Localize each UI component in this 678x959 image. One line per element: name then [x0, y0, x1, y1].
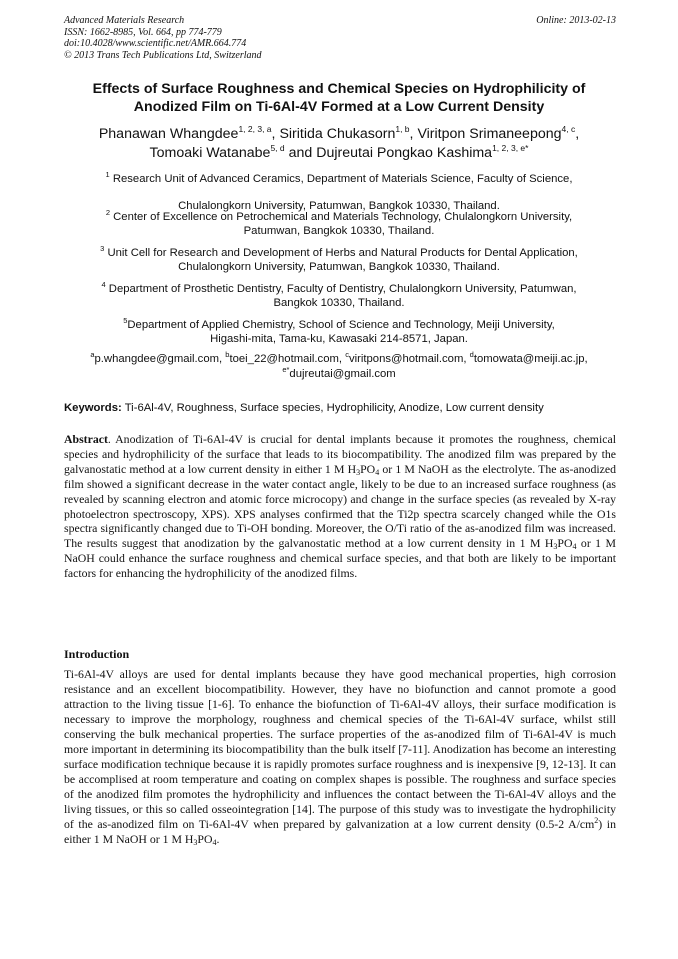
author-list	[60, 125, 618, 162]
affiliation-line: Patumwan, Bangkok 10330, Thailand.	[243, 225, 435, 237]
introduction-paragraph	[64, 667, 616, 847]
section-heading-introduction: Introduction	[64, 647, 130, 661]
keywords-label: Keywords:	[64, 402, 122, 414]
affiliation-number: 4	[101, 280, 106, 289]
journal-header	[64, 15, 616, 61]
author-affiliation-marker: 1, b	[395, 124, 410, 134]
affiliation	[60, 210, 618, 238]
author-separator: ,	[409, 126, 418, 142]
abstract-text: or 1 M NaOH as the electrolyte. The as-anodized film showed a significant decrease in the water contact angle, likely to be due to an increased surface roughness (as revealed by scanning electron and atomic force microcopy) and change in the surface species (as revealed by X-ray photoelectron spectroscopy, XPS). XPS analyses confirmed that the Ti2p spectra scarcely changed while the O1s spectra significantly changed due to Ti-OH bonding. Moreover, the O/Ti ratio of the as-anodized film was increased. The results suggest that anodization by the galvanostatic method at a low current density in 1 M H	[64, 461, 616, 551]
email-link[interactable]: toei_22@hotmail.com,	[229, 353, 346, 365]
author-name: Phanawan Whangdee	[98, 126, 239, 142]
email-tag: e*	[282, 364, 290, 374]
intro-text: ) in either 1 M NaOH or 1 M H	[64, 817, 616, 846]
author-separator: ,	[271, 126, 280, 142]
email-tag: c	[345, 350, 349, 359]
affiliation-line: Bangkok 10330, Thailand.	[273, 297, 405, 309]
author-name: Dujreutai Pongkao Kashima	[316, 144, 493, 161]
journal-issn: ISSN: 1662-8985, Vol. 664, pp 774-779	[64, 26, 222, 38]
affiliation-number: 3	[100, 244, 105, 253]
affiliation	[60, 246, 618, 274]
author-affiliation-marker: 5, d	[270, 142, 285, 153]
author-affiliation-marker: 1, 2, 3, a	[238, 124, 272, 134]
keywords	[64, 402, 616, 414]
affiliation-line: Research Unit of Advanced Ceramics, Department of Materials Science, Faculty of Science,	[112, 173, 573, 185]
intro-text: Ti-6Al-4V alloys are used for dental implants because they have good mechanical properties, high corrosion resistance and an excellent biocompatibility. However, they have no biofunction and cannot promote a good attraction to the living tissue [1-6]. To enhance the biofunction of Ti-6Al-4V alloys, their surface modification is necessary to improve the morphology, roughness and chemical species of the Ti-6Al-4V surface, whilst still conserving the bulk mechanical properties. The surface properties of the as-anodized film of Ti-6Al-4V is much more important in determining its biocompatibility than the bulk itself [7-11]. Anodization has become an interesting surface modification technique because it is rapidly promotes surface roughness and is inexpensive [9, 12-13]. It can be accomplised at room temperature and coating on complex shapes is possible. The roughness and surface species of the anodized film promotes the hydrophilicity and influences the contact between the Ti-6Al-4V alloys and the living tissues, or this so called osseointegration [14]. The purpose of this study was to investigate the hydrophilicity of the as-anodized film on Ti-6Al-4V when prepared by galvanization at a low current density (0.5-2 A/cm	[64, 667, 616, 831]
subscript: 4	[572, 542, 577, 552]
affiliation-number: 5	[123, 316, 128, 325]
intro-text: .	[216, 832, 220, 846]
email-link[interactable]: viritpons@hotmail.com,	[348, 353, 470, 365]
affiliation	[60, 318, 618, 346]
email-link[interactable]: p.whangdee@gmail.com,	[94, 353, 226, 365]
abstract-text: PO	[360, 461, 376, 476]
author-affiliation-marker: 1, 2, 3, e*	[492, 142, 529, 153]
email-tag: d	[469, 350, 474, 359]
title-line-1: Effects of Surface Roughness and Chemical Species on Hydrophilicity of	[92, 81, 586, 97]
subscript: 3	[553, 542, 558, 552]
subscript: 4	[212, 838, 217, 847]
email-tag: b	[225, 350, 230, 359]
author-name: Tomoaki Watanabe	[149, 144, 271, 161]
author-name: Siritida Chukasorn	[279, 126, 396, 142]
affiliation-line: Higashi-mita, Tama-ku, Kawasaki 214-8571, Japan.	[210, 333, 468, 345]
author-name: Viritpon Srimaneepong	[417, 126, 562, 142]
subscript: 3	[193, 838, 198, 847]
journal-copyright: © 2013 Trans Tech Publications Ltd, Switzerland	[64, 49, 262, 61]
journal-doi: doi:10.4028/www.scientific.net/AMR.664.774	[64, 38, 247, 50]
affiliation-number: 1	[105, 170, 110, 179]
email-link[interactable]: dujreutai@gmail.com	[289, 367, 396, 380]
superscript: 2	[594, 816, 599, 825]
journal-name: Advanced Materials Research	[64, 15, 185, 26]
affiliation	[60, 282, 618, 310]
subscript: 3	[356, 467, 361, 477]
author-emails	[60, 352, 618, 381]
title-line-2: Anodized Film on Ti-6Al-4V Formed at a Low Current Density	[133, 99, 545, 115]
email-link[interactable]: tomowata@meiji.ac.jp,	[473, 353, 588, 365]
abstract-label: Abstract	[64, 432, 108, 446]
affiliation-line: Department of Prosthetic Dentistry, Faculty of Dentistry, Chulalongkorn University, Patumwan,	[108, 283, 577, 295]
abstract-text: or 1 M NaOH could enhance the surface roughness and chemical surface species, and that both are likely to be important factors for enhancing the hydrophilicity of the anodized films.	[64, 536, 617, 581]
abstract-text: . Anodization of Ti-6Al-4V is crucial for dental implants because it promotes the roughness, chemical species and hydrophilicity of the surface that leads to its biocompatibility. The anodized film was prepared by the galvanostatic method at a low current density in either 1 M H	[64, 432, 616, 476]
affiliation-line: Unit Cell for Research and Development of Herbs and Natural Products for Dental Application,	[107, 247, 578, 259]
affiliation-line: Chulalongkorn University, Patumwan, Bangkok 10330, Thailand.	[178, 200, 500, 212]
paper-title	[60, 80, 618, 116]
author-separator: and	[284, 144, 317, 161]
author-affiliation-marker: 4, c	[561, 124, 576, 134]
affiliation-line: Department of Applied Chemistry, School of Science and Technology, Meiji University,	[127, 319, 555, 331]
abstract-text: PO	[557, 536, 573, 551]
intro-text: PO	[197, 832, 213, 846]
affiliation-number: 2	[105, 208, 110, 217]
author-separator: ,	[575, 126, 580, 142]
keywords-text: Ti-6Al-4V, Roughness, Surface species, Hydrophilicity, Anodize, Low current density	[121, 402, 544, 414]
affiliation-line: Chulalongkorn University, Patumwan, Bangkok 10330, Thailand.	[178, 261, 500, 273]
email-tag: a	[90, 350, 95, 359]
online-date: Online: 2013-02-13	[536, 15, 616, 26]
affiliation-line: Center of Excellence on Petrochemical and Materials Technology, Chulalongkorn University,	[113, 211, 573, 223]
subscript: 4	[375, 467, 380, 477]
abstract	[64, 432, 616, 581]
